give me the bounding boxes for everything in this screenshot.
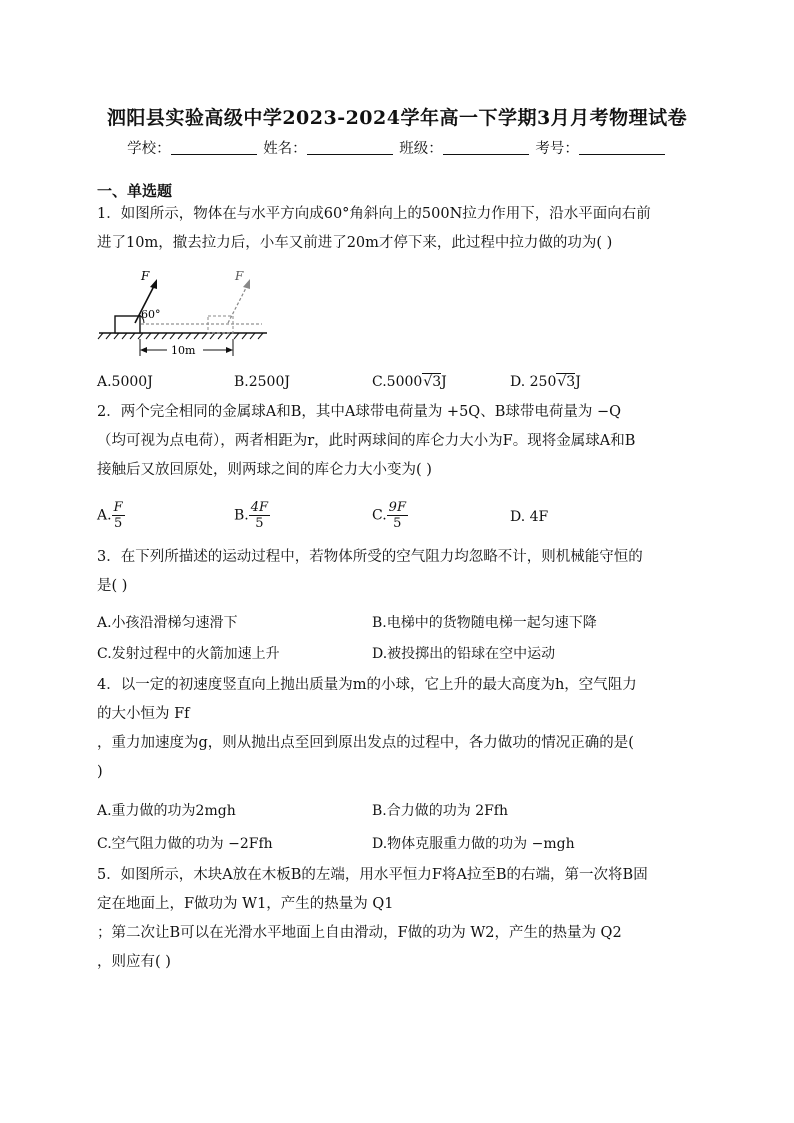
q4-option-b[interactable]: B.合力做的功为 2Ffh xyxy=(372,803,509,819)
force-label-2: F xyxy=(235,269,244,283)
class-blank[interactable] xyxy=(443,140,529,155)
q2-option-a-label: A. xyxy=(97,507,112,524)
fraction xyxy=(387,500,408,531)
q5-line-3: ；第二次让B可以在光滑水平地面上自由滑动，F做的功为 W2，产生的热量为 Q2 xyxy=(97,925,622,941)
question-2 xyxy=(97,398,701,485)
q2-line-2: （均可视为点电荷），两者相距为r，此时两球间的库仑力大小为F。现将金属球A和B xyxy=(97,433,636,449)
q1-figure xyxy=(97,266,272,361)
q3-option-d[interactable]: D.被投掷出的铅球在空中运动 xyxy=(372,646,556,662)
name-blank[interactable] xyxy=(307,140,393,155)
number-label: 考号： xyxy=(535,141,579,157)
numerator: 9F xyxy=(388,500,406,515)
q2-line-1: 2．两个完全相同的金属球A和B，其中A球带电荷量为 +5Q、B球带电荷量为 −Q xyxy=(97,404,621,420)
school-blank[interactable] xyxy=(171,140,257,155)
q4-line-4: ) xyxy=(97,764,103,780)
q1-line-2: 进了10m，撤去拉力后，小车又前进了20m才停下来，此过程中拉力做的功为( ) xyxy=(97,235,613,251)
q3-option-a[interactable]: A.小孩沿滑梯匀速滑下 xyxy=(97,615,238,631)
q2-line-3: 接触后又放回原处，则两球之间的库仑力大小变为( ) xyxy=(97,462,432,478)
question-5 xyxy=(97,861,701,977)
question-1 xyxy=(97,200,701,258)
fraction xyxy=(112,500,125,531)
q1-option-c[interactable] xyxy=(372,374,447,390)
name-label: 姓名： xyxy=(263,141,307,157)
q3-option-c[interactable]: C.发射过程中的火箭加速上升 xyxy=(97,646,280,662)
sqrt-radicand: √3 xyxy=(557,374,576,390)
q4-option-a[interactable]: A.重力做的功为2mgh xyxy=(97,803,236,819)
q2-option-d[interactable]: D. 4F xyxy=(510,509,549,525)
q1-option-c-value: C.5000 xyxy=(372,374,423,390)
q1-option-c-root: 3 xyxy=(432,374,442,390)
q5-line-2: 定在地面上，F做功为 W1，产生的热量为 Q1 xyxy=(97,896,394,912)
angle-label: 60° xyxy=(141,308,161,321)
q1-option-b[interactable]: B.2500J xyxy=(234,374,290,390)
q1-option-d[interactable] xyxy=(510,374,581,390)
q3-line-1: 3．在下列所描述的运动过程中，若物体所受的空气阻力均忽略不计，则机械能守恒的 xyxy=(97,549,643,565)
q4-option-c[interactable]: C.空气阻力做的功为 −2Ffh xyxy=(97,836,273,852)
question-3 xyxy=(97,543,701,601)
force-label-1: F xyxy=(141,269,150,283)
exam-title: 泗阳县实验高级中学2023-2024学年高一下学期3月月考物理试卷 xyxy=(106,107,688,129)
question-4 xyxy=(97,671,701,787)
class-label: 班级： xyxy=(399,141,443,157)
q4-line-1: 4．以一定的初速度竖直向上抛出质量为m的小球，它上升的最大高度为h，空气阻力 xyxy=(97,677,637,693)
q1-option-c-unit: J xyxy=(441,374,447,390)
denominator: 5 xyxy=(255,516,264,531)
q5-line-4: ，则应有( ) xyxy=(97,954,171,970)
block-start xyxy=(115,316,140,333)
fraction xyxy=(249,500,270,531)
sqrt-radicand: √3 xyxy=(423,374,442,390)
school-label: 学校： xyxy=(127,141,171,157)
q1-option-d-value: D. 250 xyxy=(510,374,557,390)
q2-option-c[interactable] xyxy=(372,500,408,531)
q2-option-c-label: C. xyxy=(372,507,387,524)
numerator: 4F xyxy=(250,500,269,515)
numerator: F xyxy=(113,500,123,515)
section-heading: 一、单选题 xyxy=(97,182,173,200)
q2-option-b[interactable] xyxy=(234,500,270,531)
q2-option-a[interactable] xyxy=(97,500,125,531)
q1-line-1: 1．如图所示，物体在与水平方向成60°角斜向上的500N拉力作用下，沿水平面向右前 xyxy=(97,206,651,222)
q1-option-d-unit: J xyxy=(575,374,581,390)
q5-line-1: 5．如图所示，木块A放在木板B的左端，用水平恒力F将A拉至B的右端，第一次将B固 xyxy=(97,867,648,883)
q3-option-b[interactable]: B.电梯中的货物随电梯一起匀速下降 xyxy=(372,615,597,631)
denominator: 5 xyxy=(393,516,402,531)
denominator: 5 xyxy=(113,516,123,531)
q4-line-3: ，重力加速度为g，则从抛出点至回到原出发点的过程中，各力做功的情况正确的是( xyxy=(97,735,634,751)
student-info-line xyxy=(0,137,794,158)
q1-option-a[interactable]: A.5000J xyxy=(97,374,153,390)
q2-option-b-label: B. xyxy=(234,507,249,524)
distance-label: 10m xyxy=(171,344,196,357)
number-blank[interactable] xyxy=(579,140,665,155)
q1-option-d-root: 3 xyxy=(566,374,576,390)
q4-option-d[interactable]: D.物体克服重力做的功为 −mgh xyxy=(372,836,575,852)
q4-line-2: 的大小恒为 Ff xyxy=(97,706,190,722)
q3-line-2: 是( ) xyxy=(97,578,128,594)
